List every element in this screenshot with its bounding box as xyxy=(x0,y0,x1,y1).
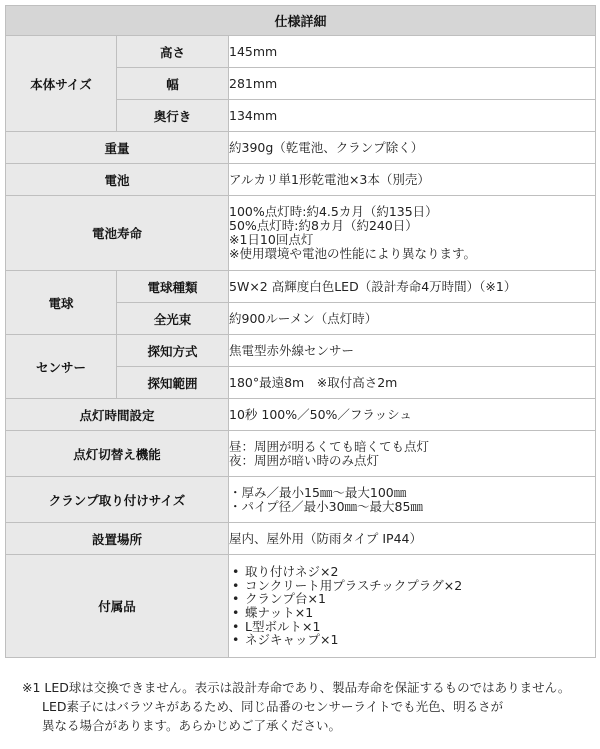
footnote-line: LED素子にはバラツキがあるため、同じ品番のセンサーライトでも光色、明るさが xyxy=(42,699,504,714)
battery-label: 電池 xyxy=(6,164,229,196)
lumen-label: 全光束 xyxy=(117,303,229,335)
bulb-type-label: 電球種類 xyxy=(117,271,229,303)
footnote-line: ※1 LED球は交換できません。表示は設計寿命であり、製品寿命を保証するものではありません。 xyxy=(22,680,571,695)
mode-line: 夜：周囲が暗い時のみ点灯 xyxy=(229,452,380,468)
battery-life-line: ※使用環境や電池の性能により異なります。 xyxy=(229,246,476,261)
size-group-label: 本体サイズ xyxy=(6,36,117,132)
list-item: • 取り付けネジ×2 xyxy=(229,565,595,579)
detect-range-value: 180°最遠8m ※取付高さ2m xyxy=(229,367,596,399)
list-item: • ネジキャップ×1 xyxy=(229,633,595,647)
mode-line: 昼：周囲が明るくても暗くても点灯 xyxy=(229,438,430,454)
battery-value: アルカリ単1形乾電池×3本（別売） xyxy=(229,164,596,196)
accessories-label: 付属品 xyxy=(6,555,229,658)
list-item: • コンクリート用プラスチックプラグ×2 xyxy=(229,579,595,593)
clamp-label: クランプ取り付けサイズ xyxy=(6,477,229,523)
battery-life-line: 100%点灯時:約4.5カ月（約135日） xyxy=(229,204,438,219)
bulb-group-label: 電球 xyxy=(6,271,117,335)
list-item: • 蝶ナット×1 xyxy=(229,606,595,620)
depth-value: 134mm xyxy=(229,100,596,132)
mode-label: 点灯切替え機能 xyxy=(6,431,229,477)
clamp-line: ・パイプ径／最小30㎜～最大85㎜ xyxy=(229,498,423,514)
clamp-line: ・厚み／最小15㎜～最大100㎜ xyxy=(229,484,407,500)
battery-life-value xyxy=(229,196,596,271)
table-row xyxy=(6,523,596,555)
table-header-row xyxy=(6,6,596,36)
place-value: 屋内、屋外用（防雨タイプ IP44） xyxy=(229,523,596,555)
table-row xyxy=(6,335,596,367)
width-value: 281mm xyxy=(229,68,596,100)
table-row xyxy=(6,196,596,271)
mode-value xyxy=(229,431,596,477)
table-row xyxy=(6,36,596,68)
table-row xyxy=(6,431,596,477)
table-row xyxy=(6,477,596,523)
lumen-value: 約900ルーメン（点灯時） xyxy=(229,303,596,335)
weight-label: 重量 xyxy=(6,132,229,164)
table-row xyxy=(6,271,596,303)
timer-label: 点灯時間設定 xyxy=(6,399,229,431)
list-item: • L型ボルト×1 xyxy=(229,620,595,634)
detect-method-value: 焦電型赤外線センサー xyxy=(229,335,596,367)
battery-life-line: ※1日10回点灯 xyxy=(229,232,314,247)
weight-value: 約390g（乾電池、クランプ除く） xyxy=(229,132,596,164)
timer-value: 10秒 100%／50%／フラッシュ xyxy=(229,399,596,431)
table-row xyxy=(6,555,596,658)
sensor-group-label: センサー xyxy=(6,335,117,399)
accessories-list xyxy=(229,565,595,647)
list-item: • クランプ台×1 xyxy=(229,592,595,606)
table-row xyxy=(6,132,596,164)
accessories-value xyxy=(229,555,596,658)
footnote xyxy=(22,678,582,735)
height-value: 145mm xyxy=(229,36,596,68)
detect-method-label: 探知方式 xyxy=(117,335,229,367)
depth-label: 奥行き xyxy=(117,100,229,132)
battery-life-line: 50%点灯時:約8カ月（約240日） xyxy=(229,218,418,233)
table-title: 仕様詳細 xyxy=(6,6,596,36)
bulb-type-value: 5W×2 高輝度白色LED（設計寿命4万時間）（※1） xyxy=(229,271,596,303)
detect-range-label: 探知範囲 xyxy=(117,367,229,399)
height-label: 高さ xyxy=(117,36,229,68)
clamp-value xyxy=(229,477,596,523)
footnote-line: 異なる場合があります。あらかじめご了承ください。 xyxy=(42,718,342,733)
width-label: 幅 xyxy=(117,68,229,100)
spec-table xyxy=(5,5,596,658)
table-row xyxy=(6,399,596,431)
place-label: 設置場所 xyxy=(6,523,229,555)
table-row xyxy=(6,164,596,196)
battery-life-label: 電池寿命 xyxy=(6,196,229,271)
